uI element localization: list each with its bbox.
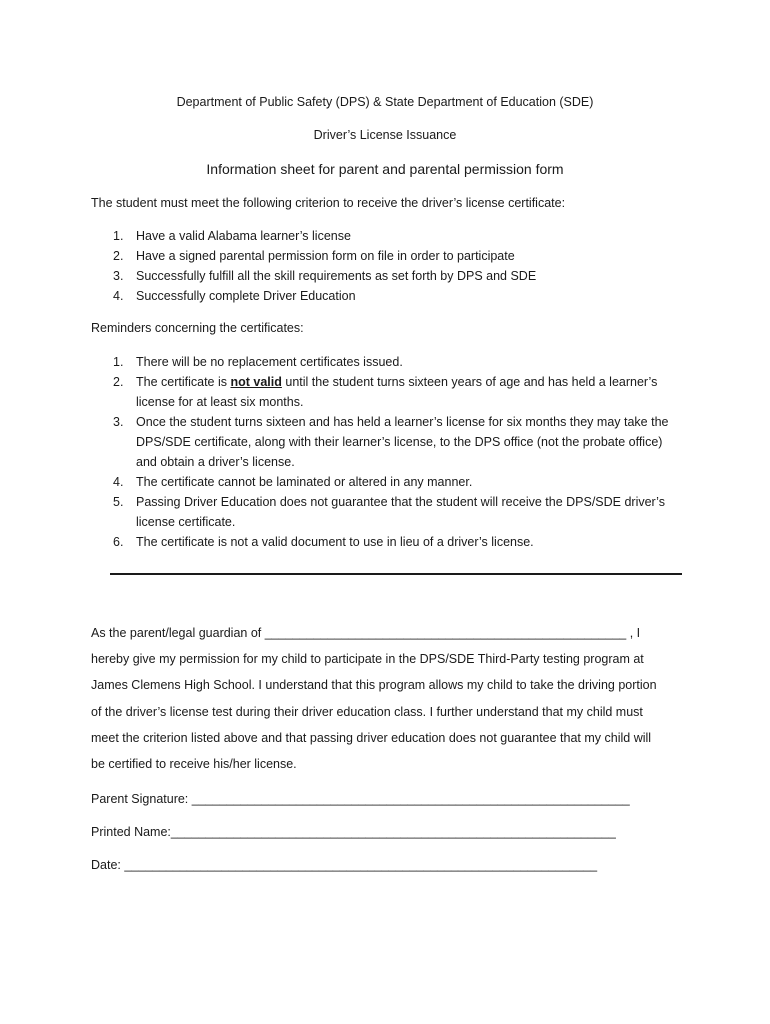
permission-paragraph [91,620,671,777]
list-text-cont: DPS/SDE certificate, along with their learner’s license, to the DPS office (not the probate office) [136,435,663,449]
list-text-pre: The certificate is [136,375,231,389]
list-number: 3. [113,415,124,429]
list-text-cont: license for at least six months. [136,395,304,409]
section-divider [110,573,682,575]
list-number: 4. [113,475,124,489]
list-number: 1. [113,355,124,369]
list-item [91,266,691,286]
list-item [91,492,691,532]
date-line: Date: ____________________________________________________________________ [91,858,598,872]
reminders-intro: Reminders concerning the certificates: [91,321,304,335]
list-item [91,412,691,472]
list-text [136,375,657,389]
list-text: Have a signed parental permission form on file in order to participate [136,249,515,263]
permission-line: of the driver’s license test during their driver education class. I further understand that my child must [91,704,643,719]
list-text: Once the student turns sixteen and has held a learner’s license for six months they may take the [136,415,669,429]
criteria-intro: The student must meet the following criterion to receive the driver’s license certificate: [91,196,566,210]
list-text-cont: license certificate. [136,515,236,529]
permission-line: hereby give my permission for my child to participate in the DPS/SDE Third-Party testing program at [91,652,644,667]
header-title: Driver’s License Issuance [313,128,457,142]
list-text: The certificate is not a valid document to use in lieu of a driver’s license. [136,535,534,549]
header-agency: Department of Public Safety (DPS) & State Department of Education (SDE) [176,95,594,109]
list-text: Have a valid Alabama learner’s license [136,229,351,243]
list-text-post: until the student turns sixteen years of age and has held a learner’s [281,375,658,389]
list-number: 6. [113,535,124,549]
parent-signature-line: Parent Signature: _______________________________________________________________ [91,792,630,806]
list-number: 1. [113,229,124,243]
header-subtitle: Information sheet for parent and parental permission form [206,161,564,177]
list-text: Successfully complete Driver Education [136,289,356,303]
list-item [91,372,691,412]
list-item [91,246,691,266]
permission-line: As the parent/legal guardian of ____________________________________________________ , I [91,626,641,640]
printed-name-line: Printed Name:________________________________________________________________ [91,825,616,839]
reminders-list [91,352,691,552]
list-text: Passing Driver Education does not guarantee that the student will receive the DPS/SDE driver’s [136,495,665,509]
list-number: 2. [113,249,124,263]
list-number: 5. [113,495,124,509]
criteria-list [91,226,691,306]
list-item [91,472,691,492]
list-item [91,532,691,552]
list-number: 2. [113,375,124,389]
permission-line: meet the criterion listed above and that passing driver education does not guarantee that my child will [91,730,652,745]
list-text: The certificate cannot be laminated or altered in any manner. [136,475,473,489]
list-number: 3. [113,269,124,283]
list-text-cont: and obtain a driver’s license. [136,455,295,469]
list-text: There will be no replacement certificates issued. [136,355,403,369]
not-valid-emphasis: not valid [230,375,282,389]
list-number: 4. [113,289,124,303]
permission-line: James Clemens High School. I understand that this program allows my child to take the driving portion [91,678,657,693]
list-item [91,226,691,246]
list-text: Successfully fulfill all the skill requirements as set forth by DPS and SDE [136,269,537,283]
list-item [91,286,691,306]
permission-line: be certified to receive his/her license. [91,757,297,772]
list-item [91,352,691,372]
